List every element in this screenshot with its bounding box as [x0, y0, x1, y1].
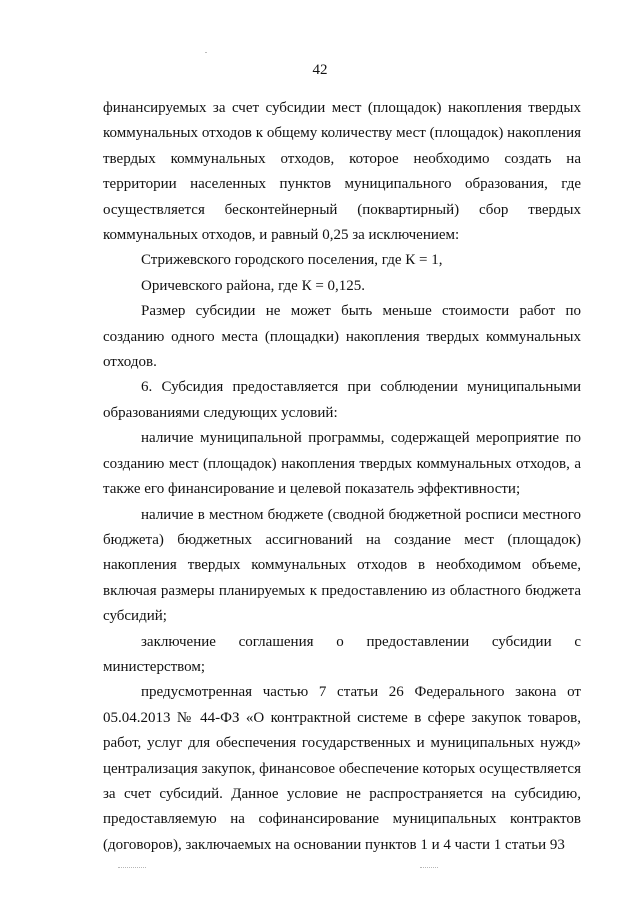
page-number: 42 — [312, 62, 328, 78]
paragraph: Оричевского района, где К = 0,125. — [141, 277, 366, 294]
paragraph: заключение соглашения о предоставлении субсидии с министерством; — [103, 633, 581, 675]
paragraph: предусмотренная частью 7 статьи 26 Федерального закона от 05.04.2013 № 44-ФЗ «О контрактной системе в сфере закупок товаров, работ, услуг для обеспечения государственных и муниципальных нужд» централизация закупок, финансовое обеспечение которых осуществляется за счет субсидий. Данное условие не распространяется на субсидию, предоставляемую на софинансирование муниципальных контрактов (договоров), заключаемых на основании пунктов 1 и 4 части 1 статьи 93 — [103, 684, 581, 853]
scan-speck — [205, 52, 207, 53]
paragraph: наличие в местном бюджете (сводной бюджетной росписи местного бюджета) бюджетных ассигнований на создание мест (площадок) накопления твердых коммунальных отходов в необходимом объеме, включая размеры планируемых к предоставлению из областного бюджета субсидий; — [103, 506, 581, 625]
paragraph: 6. Субсидия предоставляется при соблюдении муниципальными образованиями следующих условий: — [103, 379, 581, 421]
scan-footer-mark — [118, 867, 146, 869]
document-body — [103, 96, 581, 858]
scan-footer-mark — [420, 867, 438, 869]
paragraph: Стрижевского городского поселения, где К = 1, — [141, 252, 443, 269]
paragraph: финансируемых за счет субсидии мест (площадок) накопления твердых коммунальных отходов к общему количеству мест (площадок) накопления твердых коммунальных отходов, которое необходимо создать на территории населенных пунктов муниципального образования, где осуществляется бесконтейнерный (поквартирный) сбор твердых коммунальных отходов, и равный 0,25 за исключением: — [103, 100, 581, 244]
paragraph: Размер субсидии не может быть меньше стоимости работ по созданию одного места (площадки) накопления твердых коммунальных отходов. — [103, 303, 581, 371]
paragraph: наличие муниципальной программы, содержащей мероприятие по созданию мест (площадок) накопления твердых коммунальных отходов, а также его финансирование и целевой показатель эффективности; — [103, 430, 581, 498]
